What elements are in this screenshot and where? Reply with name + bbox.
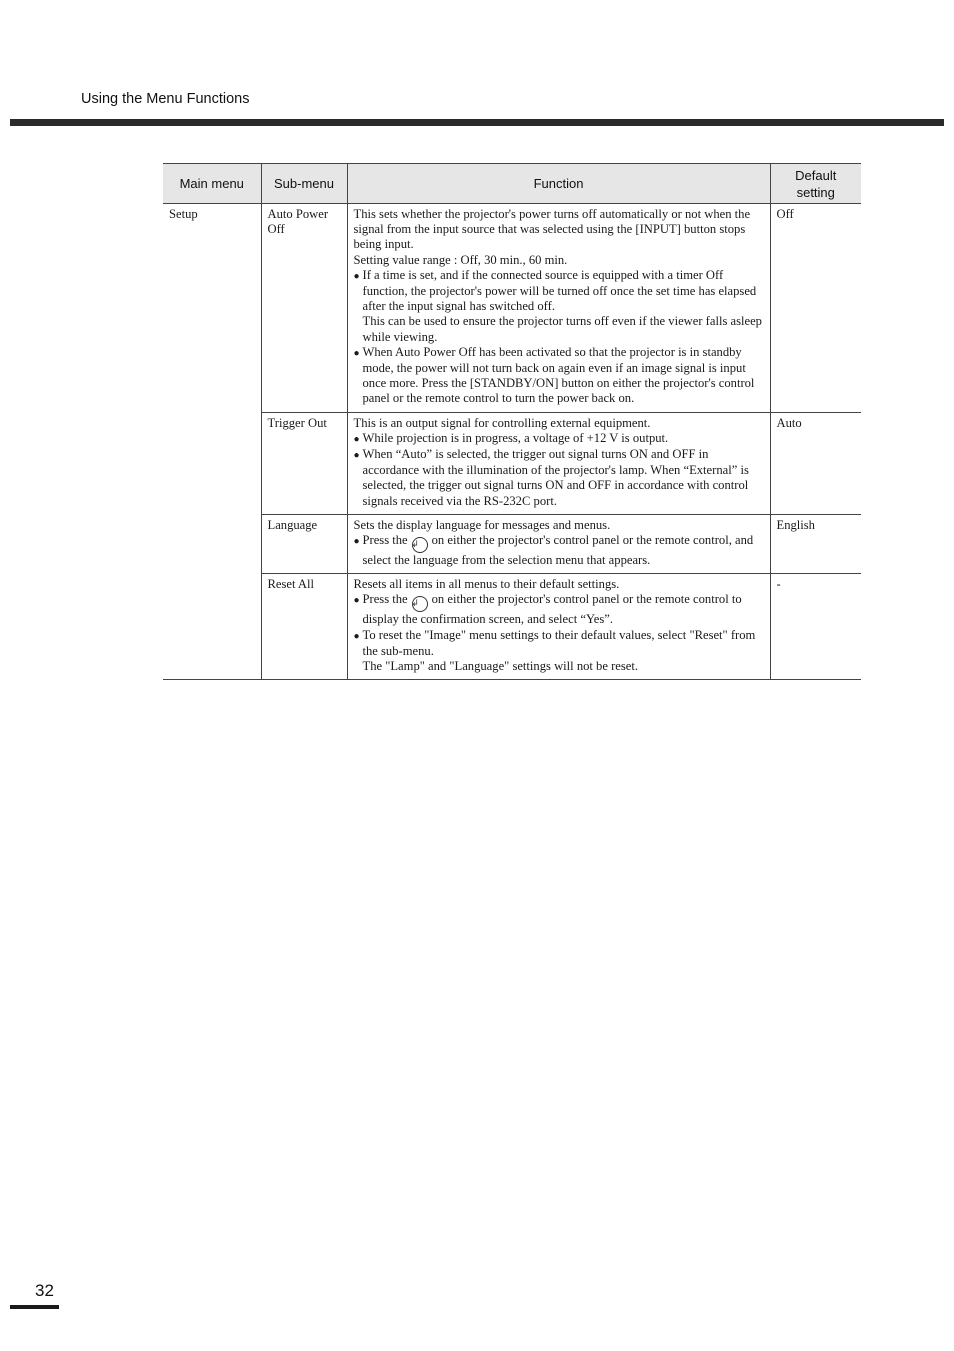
bullet-icon: ● bbox=[353, 270, 360, 282]
default-setting-cell: English bbox=[770, 514, 861, 573]
sub-menu-cell: Trigger Out bbox=[261, 412, 347, 514]
bullet-item: ● To reset the "Image" menu settings to their default values, select "Reset" from the sub-menu. bbox=[353, 627, 756, 658]
table-row bbox=[163, 204, 861, 413]
main-menu-cell bbox=[163, 574, 261, 680]
table-row bbox=[163, 412, 861, 514]
sub-menu-cell: Language bbox=[261, 514, 347, 573]
column-header-default-setting: Default setting bbox=[770, 164, 861, 204]
column-header-main-menu: Main menu bbox=[163, 164, 261, 204]
table-header-row bbox=[163, 164, 861, 204]
bullet-item: ● Press the ↲ on either the projector's control panel or the remote control, and select the language from the selection menu that appears. bbox=[353, 533, 754, 568]
function-cell bbox=[347, 574, 770, 680]
running-head-title: Using the Menu Functions bbox=[81, 91, 250, 107]
bullet-icon: ● bbox=[353, 536, 360, 548]
bullet-item: ● When Auto Power Off has been activated so that the projector is in standby mode, the power will not turn back on again even if an image signal is input once more. Press the [STANDBY/ON] button on either the projector's control panel or the remote control to turn the power back on. bbox=[353, 344, 755, 406]
bullet-item: ● When “Auto” is selected, the trigger out signal turns ON and OFF in accordance with the illumination of the projector's lamp. When “External” is selected, the trigger out signal turns ON and OFF in accordance with control signals received via the RS-232C port. bbox=[353, 447, 749, 508]
bullet-icon: ● bbox=[353, 595, 360, 607]
function-text: This is an output signal for controlling external equipment. bbox=[353, 415, 651, 430]
page-number: 32 bbox=[35, 1281, 54, 1300]
function-cell bbox=[347, 412, 770, 514]
function-cell bbox=[347, 204, 770, 413]
note-text: The "Lamp" and "Language" settings will not be reset. bbox=[362, 659, 639, 674]
function-text: Resets all items in all menus to their default settings. bbox=[353, 577, 620, 592]
bullet-icon: ● bbox=[353, 347, 360, 359]
default-setting-cell: - bbox=[770, 574, 861, 680]
function-text: This sets whether the projector's power turns off automatically or not when the signal from the input source that was selected using the [INPUT] button stops being input. bbox=[353, 207, 751, 252]
function-text: Sets the display language for messages and menus. bbox=[353, 517, 611, 532]
bullet-icon: ● bbox=[353, 630, 360, 642]
main-menu-cell: Setup bbox=[169, 207, 198, 221]
function-text: Setting value range : Off, 30 min., 60 min. bbox=[353, 252, 568, 267]
table-row bbox=[163, 514, 861, 573]
bullet-item: ● Press the ↲ on either the projector's control panel or the remote control to display the confirmation screen, and select “Yes”. bbox=[353, 592, 742, 627]
page-number-rule bbox=[10, 1305, 59, 1309]
enter-button-icon: ↲ bbox=[412, 596, 428, 612]
function-cell bbox=[347, 514, 770, 573]
bullet-item: ● While projection is in progress, a voltage of +12 V is output. bbox=[354, 431, 765, 447]
main-menu-cell bbox=[163, 514, 261, 573]
default-setting-cell: Auto bbox=[770, 412, 861, 514]
header-rule bbox=[10, 119, 944, 126]
enter-button-icon: ↲ bbox=[412, 537, 428, 553]
note-text: This can be used to ensure the projector turns off even if the viewer falls asleep while viewing. bbox=[362, 314, 762, 344]
bullet-icon: ● bbox=[353, 450, 360, 462]
column-header-function: Function bbox=[347, 164, 770, 204]
table-row bbox=[163, 574, 861, 680]
sub-menu-cell: Reset All bbox=[261, 574, 347, 680]
default-setting-cell: Off bbox=[770, 204, 861, 413]
column-header-sub-menu: Sub-menu bbox=[261, 164, 347, 204]
settings-table bbox=[163, 163, 861, 680]
main-menu-cell bbox=[163, 412, 261, 514]
sub-menu-cell: Auto Power Off bbox=[261, 204, 347, 413]
bullet-item: ● If a time is set, and if the connected source is equipped with a timer Off function, the projector's power will be turned off once the set time has elapsed after the input signal has switched off. bbox=[353, 267, 757, 314]
bullet-icon: ● bbox=[353, 433, 360, 445]
